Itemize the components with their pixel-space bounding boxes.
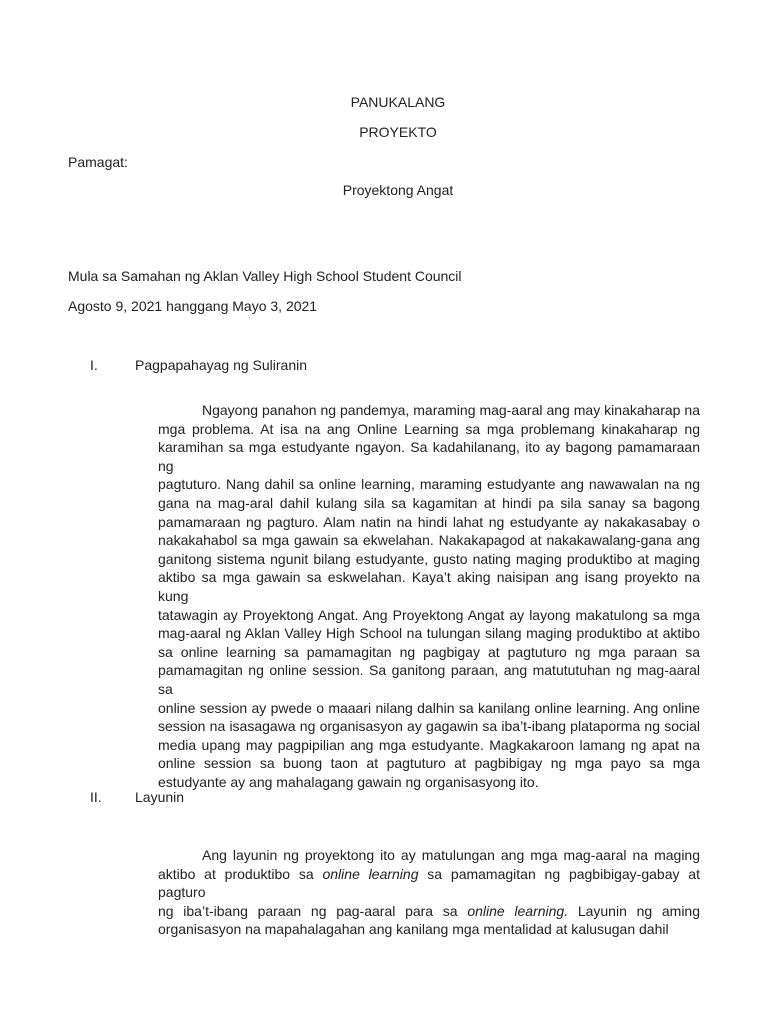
document-title-line-1: PANUKALANG — [350, 94, 446, 110]
pamagat-label: Pamagat: — [68, 154, 128, 170]
paragraph-line: pagtuturo. Nang dahil sa online learning, maraming estudyante ang nawawalan na ng — [158, 476, 700, 493]
paragraph-line: pamamaraan ng pagturo. Alam natin na hindi lahat ng estudyante ay nakakasabay o — [158, 513, 700, 530]
paragraph-line: aktibo at produktibo sa online learning sa pamamagitan ng pagbibigay-gabay at pagturo — [158, 865, 700, 901]
paragraph-line: Ang layunin ng proyektong ito ay matulungan ang mga mag-aaral na maging — [202, 847, 700, 863]
paragraph-line: media upang may pagpipilian ang mga estudyante. Magkakaroon lamang ng apat na — [158, 736, 700, 753]
paragraph-line: Ngayong panahon ng pandemya, maraming mag-aaral ang may kinakaharap na — [202, 402, 700, 418]
paragraph-line: mga problema. At isa na ang Online Learning sa mga problemang kinakaharap ng — [158, 420, 700, 437]
paragraph-line: session na isasagawa ng organisasyon ay gagawin sa iba’t-ibang plataporma ng social — [158, 718, 700, 735]
paragraph-line: gana na mag-aral dahil kulang sila sa kagamitan at hindi pa sila sanay sa bagong — [158, 494, 700, 511]
paragraph-line: aktibo sa mga gawain sa eskwelahan. Kaya’t aking naisipan ang isang proyekto na kung — [158, 569, 700, 604]
from-line: Mula sa Samahan ng Aklan Valley High School Student Council — [68, 268, 462, 284]
paragraph-line: nakakahabol sa mga gawain sa ekwelahan. Nakakapagod at nakakawalang-gana ang — [158, 532, 700, 549]
italic-term: online learning. — [467, 902, 569, 919]
project-name: Proyektong Angat — [342, 182, 454, 198]
paragraph-line: estudyante ay ang mahalagang gawain ng organisasyong ito. — [158, 773, 539, 790]
paragraph-line: online session sa buong taon at pagtuturo at pagbibigay ng mga payo sa mga — [158, 755, 700, 772]
paragraph-line: online session ay pwede o maaari nilang dalhin sa kanilang online learning. Ang online — [158, 699, 700, 716]
italic-term: online learning — [322, 865, 419, 882]
date-line: Agosto 9, 2021 hanggang Mayo 3, 2021 — [68, 298, 318, 314]
section-1-paragraph — [158, 401, 700, 791]
paragraph-line: mag-aaral ng Aklan Valley High School na tulungan silang maging produktibo at aktibo — [158, 625, 700, 642]
paragraph-line: ng iba’t-ibang paraan ng pag-aaral para sa online learning. Layunin ng aming — [158, 902, 700, 919]
section-2-paragraph — [158, 846, 700, 939]
section-1-title: Pagpapahayag ng Suliranin — [135, 357, 308, 373]
document-title-line-2: PROYEKTO — [359, 124, 437, 140]
section-2-title: Layunin — [135, 789, 185, 805]
paragraph-line: tatawagin ay Proyektong Angat. Ang Proyektong Angat ay layong makatulong sa mga — [158, 606, 700, 623]
paragraph-line: ganitong sistema ngunit bilang estudyante, gusto nating maging produktibo at maging — [158, 550, 700, 567]
paragraph-line: karamihan sa mga estudyante ngayon. Sa kadahilanang, ito ay bagong pamamaraan ng — [158, 439, 700, 474]
paragraph-line: pamamagitan ng online session. Sa ganitong paraan, ang matututuhan ng mag-aaral sa — [158, 662, 700, 697]
section-2-number: II. — [90, 789, 102, 805]
section-1-number: I. — [90, 357, 98, 373]
paragraph-line: organisasyon na mapahalagahan ang kanilang mga mentalidad at kalusugan dahil — [158, 921, 669, 938]
paragraph-line: sa online learning sa pamamagitan ng pagbigay at pagtuturo ng mga paraan sa — [158, 643, 700, 660]
